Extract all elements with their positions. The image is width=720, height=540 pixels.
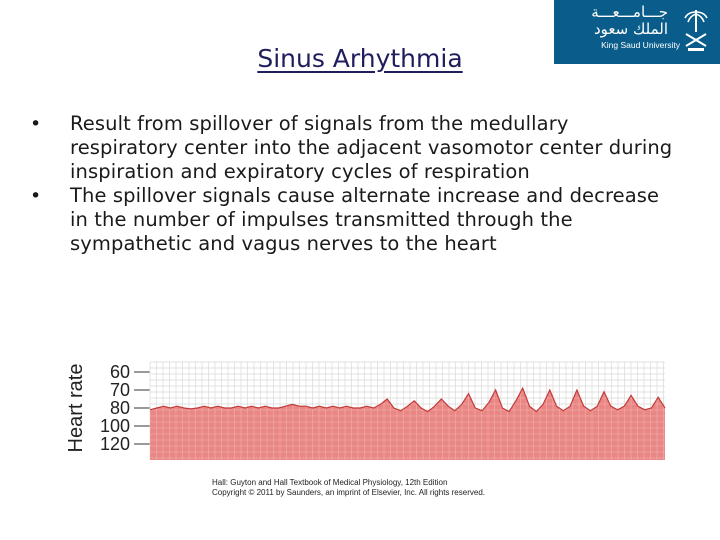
y-tick-label: 120 (99, 434, 130, 454)
bullet-text: The spillover signals cause alternate increase and decrease in the number of impulses transmitted through the sympathetic and vagus nerves to the heart (70, 184, 660, 255)
y-tick-label: 60 (109, 362, 130, 382)
bullet-marker: • (30, 113, 42, 135)
logo-english-text: King Saud University (601, 40, 680, 50)
slide-title: Sinus Arhythmia (257, 44, 463, 73)
y-tick-label: 70 (109, 380, 130, 400)
heart-rate-chart (60, 350, 680, 465)
credit-line: Hall: Guyton and Hall Textbook of Medical Physiology, 12th Edition (212, 478, 448, 487)
palm-swords-emblem-icon (682, 6, 710, 54)
heart-rate-area (150, 388, 665, 460)
bullet-marker: • (30, 185, 42, 207)
credit-line: Copyright © 2011 by Saunders, an imprint of Elsevier, Inc. All rights reserved. (212, 488, 485, 497)
figure-credit (212, 478, 632, 498)
bullet-item (30, 112, 680, 184)
bullet-list (30, 112, 680, 256)
bullet-item (30, 184, 680, 256)
y-tick-label: 100 (99, 416, 130, 436)
y-axis-label: Heart rate (65, 363, 87, 453)
logo-arabic-text: جـــامـــعـــة الملك سعود (591, 3, 668, 38)
y-tick-label: 80 (109, 398, 130, 418)
bullet-text: Result from spillover of signals from the medullary respiratory center into the adjacent vasomotor center during inspiration and expiratory cycles of respiration (70, 112, 673, 183)
university-logo (554, 0, 720, 64)
